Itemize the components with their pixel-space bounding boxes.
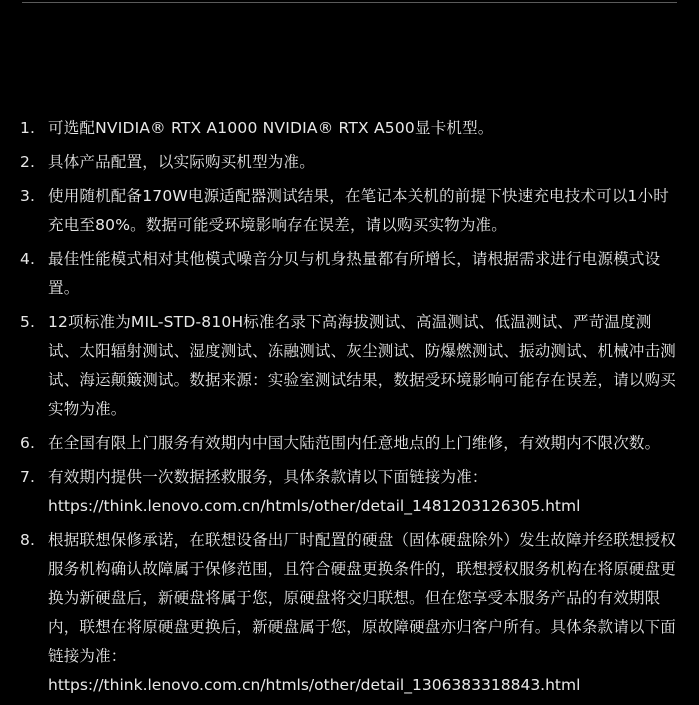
footnote-item-6 [0, 429, 699, 458]
footnote-text: 最佳性能模式相对其他模式噪音分贝与机身热量都有所增长，请根据需求进行电源模式设置。 [48, 250, 661, 297]
footnote-number: 8. [20, 531, 36, 549]
footnote-text: 有效期内提供一次数据拯救服务，具体条款请以下面链接为准： [48, 468, 488, 486]
footnote-number: 3. [20, 187, 36, 205]
footnote-text: 可选配NVIDIA® RTX A1000 NVIDIA® RTX A500显卡机型。 [48, 119, 494, 137]
footnote-text: 根据联想保修承诺，在联想设备出厂时配置的硬盘（固体硬盘除外）发生故障并经联想授权服务机构确认故障属于保修范围，且符合硬盘更换条件的，联想授权服务机构在将原硬盘更换为新硬盘后，新硬盘将属于您，原硬盘将交归联想。但在您享受本服务产品的有效期限内，联想在将原硬盘更换后，新硬盘属于您，原故障硬盘亦归客户所有。具体条款请以下面链接为准： [48, 531, 677, 665]
footnote-item-5 [0, 308, 699, 424]
footnote-item-3 [0, 182, 699, 240]
footnote-text: 具体产品配置，以实际购买机型为准。 [48, 153, 315, 171]
top-divider [22, 2, 677, 3]
footnote-number: 6. [20, 434, 36, 452]
footnote-number: 7. [20, 468, 36, 486]
footnote-item-2 [0, 148, 699, 177]
footnote-item-1 [0, 114, 699, 143]
footnote-item-8 [0, 526, 699, 700]
footnote-item-4 [0, 245, 699, 303]
footnote-number: 4. [20, 250, 36, 268]
footnote-text: 使用随机配备170W电源适配器测试结果，在笔记本关机的前提下快速充电技术可以1小时充电至80%。数据可能受环境影响存在误差，请以购买实物为准。 [48, 187, 669, 234]
footnote-text: 在全国有限上门服务有效期内中国大陆范围内任意地点的上门维修，有效期内不限次数。 [48, 434, 661, 452]
footnote-number: 5. [20, 313, 36, 331]
footnote-item-7 [0, 463, 699, 521]
footnote-list [0, 114, 699, 705]
footnote-text: 12项标准为MIL-STD-810H标准名录下高海拔测试、高温测试、低温测试、严苛温度测试、太阳辐射测试、湿度测试、冻融测试、灰尘测试、防爆燃测试、振动测试、机械冲击测试、海运颠簸测试。数据来源：实验室测试结果，数据受环境影响可能存在误差，请以购买实物为准。 [48, 313, 677, 418]
footnote-number: 1. [20, 119, 36, 137]
hard-drive-terms-link[interactable]: https://think.lenovo.com.cn/htmls/other/detail_1306383318843.html [48, 676, 581, 694]
data-rescue-terms-link[interactable]: https://think.lenovo.com.cn/htmls/other/detail_1481203126305.html [48, 497, 581, 515]
footnote-number: 2. [20, 153, 36, 171]
